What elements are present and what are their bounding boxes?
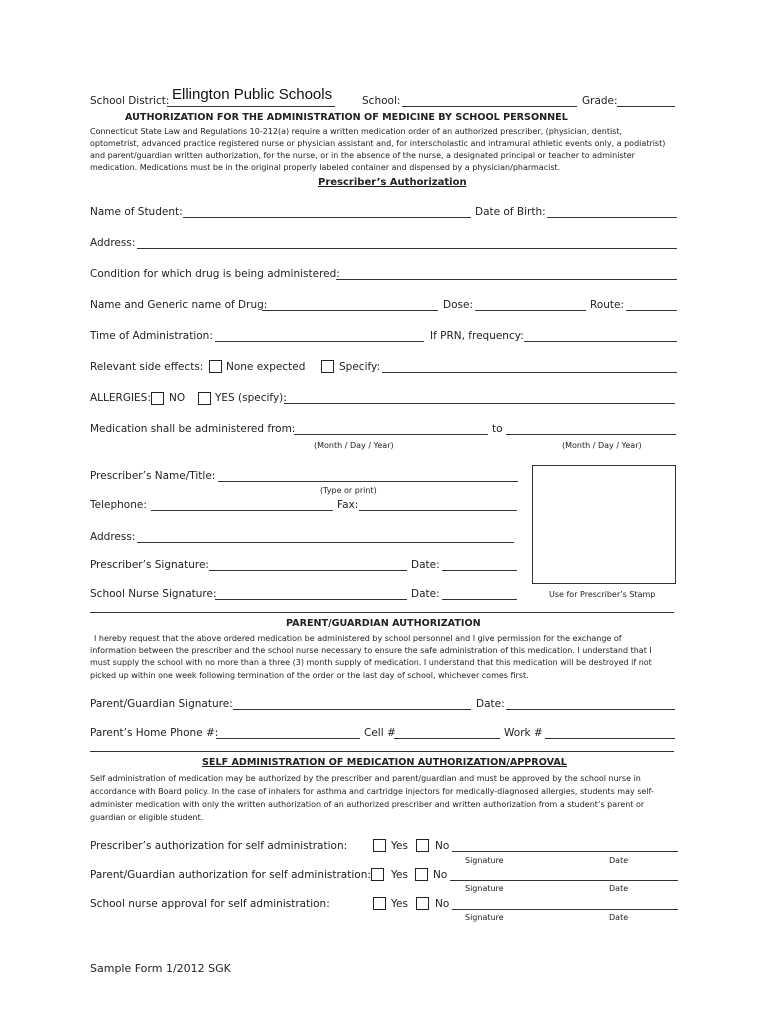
parent-self-signature-field[interactable] <box>450 880 678 881</box>
intro-line: Connecticut State Law and Regulations 10-212(a) require a written medication order of an authorized prescriber, (physician, dentist, <box>90 127 623 136</box>
none-expected-label: None expected <box>226 361 306 373</box>
signature-caption: Signature <box>465 856 504 865</box>
drug-name-field[interactable] <box>262 310 438 311</box>
specify-label: Specify: <box>339 361 380 373</box>
prescriber-no-checkbox[interactable] <box>416 839 429 852</box>
condition-label: Condition for which drug is being administered: <box>90 268 340 280</box>
prescriber-self-signature-field[interactable] <box>452 851 678 852</box>
yes-label: Yes <box>391 840 408 852</box>
section-divider <box>90 612 674 613</box>
parent-signature-field[interactable] <box>233 709 471 710</box>
home-phone-field[interactable] <box>216 738 360 739</box>
to-date-hint: (Month / Day / Year) <box>562 441 642 450</box>
prescriber-name-field[interactable] <box>218 481 518 482</box>
self-admin-row-label: Parent/Guardian authorization for self administration: <box>90 869 371 881</box>
school-label: School: <box>362 95 401 107</box>
stamp-caption: Use for Prescriber’s Stamp <box>549 590 656 599</box>
nurse-signature-label: School Nurse Signature: <box>90 588 217 600</box>
allergies-yes-checkbox[interactable] <box>198 392 211 405</box>
cell-label: Cell # <box>364 727 396 739</box>
date-caption: Date <box>609 856 629 865</box>
parent-date-label: Date: <box>476 698 505 710</box>
yes-label: Yes <box>391 898 408 910</box>
school-district-label: School District: <box>90 95 170 107</box>
dob-field[interactable] <box>547 217 677 218</box>
prescriber-address-label: Address: <box>90 531 136 543</box>
yes-label: Yes <box>391 869 408 881</box>
work-field[interactable] <box>545 738 675 739</box>
time-admin-label: Time of Administration: <box>90 330 213 342</box>
side-effects-label: Relevant side effects: <box>90 361 204 373</box>
self-admin-line: guardian or eligible student. <box>90 813 204 822</box>
signature-caption: Signature <box>465 913 504 922</box>
self-admin-heading: SELF ADMINISTRATION OF MEDICATION AUTHORIZATION/APPROVAL <box>202 757 567 768</box>
self-admin-line: Self administration of medication may be authorized by the prescriber and parent/guardian and must be approved by the school nurse in <box>90 774 641 783</box>
grade-label: Grade: <box>582 95 618 107</box>
self-admin-row-label: Prescriber’s authorization for self administration: <box>90 840 348 852</box>
prescriber-heading: Prescriber’s Authorization <box>318 177 467 188</box>
condition-field[interactable] <box>336 279 677 280</box>
drug-name-label: Name and Generic name of Drug: <box>90 299 268 311</box>
prescriber-name-label: Prescriber’s Name/Title: <box>90 470 216 482</box>
dose-field[interactable] <box>475 310 586 311</box>
to-label: to <box>492 423 503 435</box>
prescriber-yes-checkbox[interactable] <box>373 839 386 852</box>
fax-label: Fax: <box>337 499 359 511</box>
parent-line: must supply the school with no more than a three (3) month supply of medication. I understand that this medication will be destroyed if not <box>90 658 652 667</box>
parent-line: I hereby request that the above ordered medication be administered by school personnel and I give permission for the exchange of <box>94 634 622 643</box>
specify-checkbox[interactable] <box>321 360 334 373</box>
no-label: No <box>435 898 450 910</box>
form-title: AUTHORIZATION FOR THE ADMINISTRATION OF MEDICINE BY SCHOOL PERSONNEL <box>125 112 568 123</box>
prn-field[interactable] <box>524 341 677 342</box>
allergies-no-label: NO <box>169 392 186 404</box>
no-label: No <box>433 869 448 881</box>
school-district-line[interactable] <box>167 106 335 107</box>
allergies-label: ALLERGIES: <box>90 392 151 404</box>
school-district-value: Ellington Public Schools <box>172 86 333 103</box>
parent-heading: PARENT/GUARDIAN AUTHORIZATION <box>286 618 481 629</box>
administered-from-label: Medication shall be administered from: <box>90 423 296 435</box>
telephone-field[interactable] <box>151 510 333 511</box>
time-admin-field[interactable] <box>215 341 424 342</box>
work-label: Work # <box>504 727 543 739</box>
parent-date-field[interactable] <box>506 709 675 710</box>
prescriber-signature-field[interactable] <box>209 570 407 571</box>
nurse-date-label: Date: <box>411 588 440 600</box>
nurse-yes-checkbox[interactable] <box>373 897 386 910</box>
prescriber-signature-label: Prescriber’s Signature: <box>90 559 209 571</box>
fax-field[interactable] <box>359 510 517 511</box>
intro-line: medication. Medications must be in the original properly labeled container and dispensed by a physician/pharmacist. <box>90 163 561 172</box>
self-admin-line: accordance with Board policy. In the case of inhalers for asthma and cartridge injectors for medically-diagnosed allergies, students may self- <box>90 787 654 796</box>
specify-field[interactable] <box>382 372 677 373</box>
route-field[interactable] <box>626 310 677 311</box>
section-divider <box>90 751 674 752</box>
prescriber-stamp-box[interactable] <box>532 465 676 584</box>
self-admin-row-label: School nurse approval for self administration: <box>90 898 330 910</box>
intro-line: and parent/guardian written authorization, for the nurse, or in the absence of the nurse, a designated principal or teacher to administer <box>90 151 635 160</box>
prescriber-date-field[interactable] <box>442 570 517 571</box>
nurse-date-field[interactable] <box>442 599 517 600</box>
student-name-field[interactable] <box>183 217 471 218</box>
date-caption: Date <box>609 884 629 893</box>
school-field[interactable] <box>402 106 577 107</box>
parent-yes-checkbox[interactable] <box>371 868 384 881</box>
address-label: Address: <box>90 237 136 249</box>
telephone-label: Telephone: <box>90 499 147 511</box>
prescriber-address-field[interactable] <box>137 542 514 543</box>
student-name-label: Name of Student: <box>90 206 183 218</box>
dose-label: Dose: <box>443 299 473 311</box>
prescriber-date-label: Date: <box>411 559 440 571</box>
intro-line: optometrist, advanced practice registered nurse or physician assistant and, for interscholastic and intramural athletic events only, a podiatrist) <box>90 139 666 148</box>
allergies-no-checkbox[interactable] <box>151 392 164 405</box>
none-expected-checkbox[interactable] <box>209 360 222 373</box>
date-caption: Date <box>609 913 629 922</box>
prn-label: If PRN, frequency: <box>430 330 524 342</box>
home-phone-label: Parent’s Home Phone #: <box>90 727 219 739</box>
type-or-print-hint: (Type or print) <box>320 486 377 495</box>
allergies-specify-field[interactable] <box>284 403 675 404</box>
no-label: No <box>435 840 450 852</box>
allergies-yes-label: YES (specify): <box>215 392 287 404</box>
dob-label: Date of Birth: <box>475 206 546 218</box>
self-admin-line: administer medication with only the written authorization of an authorized prescriber and written authorization from a student’s parent or <box>90 800 645 809</box>
to-date-field[interactable] <box>506 434 676 435</box>
parent-line: picked up within one week following termination of the order or the last day of school, whichever comes first. <box>90 671 529 680</box>
address-field[interactable] <box>137 248 677 249</box>
cell-field[interactable] <box>394 738 500 739</box>
parent-line: information between the prescriber and the school nurse necessary to ensure the safe administration of this medication. I understand that I <box>90 646 652 655</box>
from-date-hint: (Month / Day / Year) <box>314 441 394 450</box>
parent-no-checkbox[interactable] <box>415 868 428 881</box>
grade-field[interactable] <box>617 106 675 107</box>
nurse-signature-field[interactable] <box>215 599 407 600</box>
parent-signature-label: Parent/Guardian Signature: <box>90 698 233 710</box>
route-label: Route: <box>590 299 625 311</box>
signature-caption: Signature <box>465 884 504 893</box>
from-date-field[interactable] <box>294 434 488 435</box>
nurse-no-checkbox[interactable] <box>416 897 429 910</box>
nurse-self-signature-field[interactable] <box>452 909 678 910</box>
form-footer: Sample Form 1/2012 SGK <box>90 962 231 975</box>
